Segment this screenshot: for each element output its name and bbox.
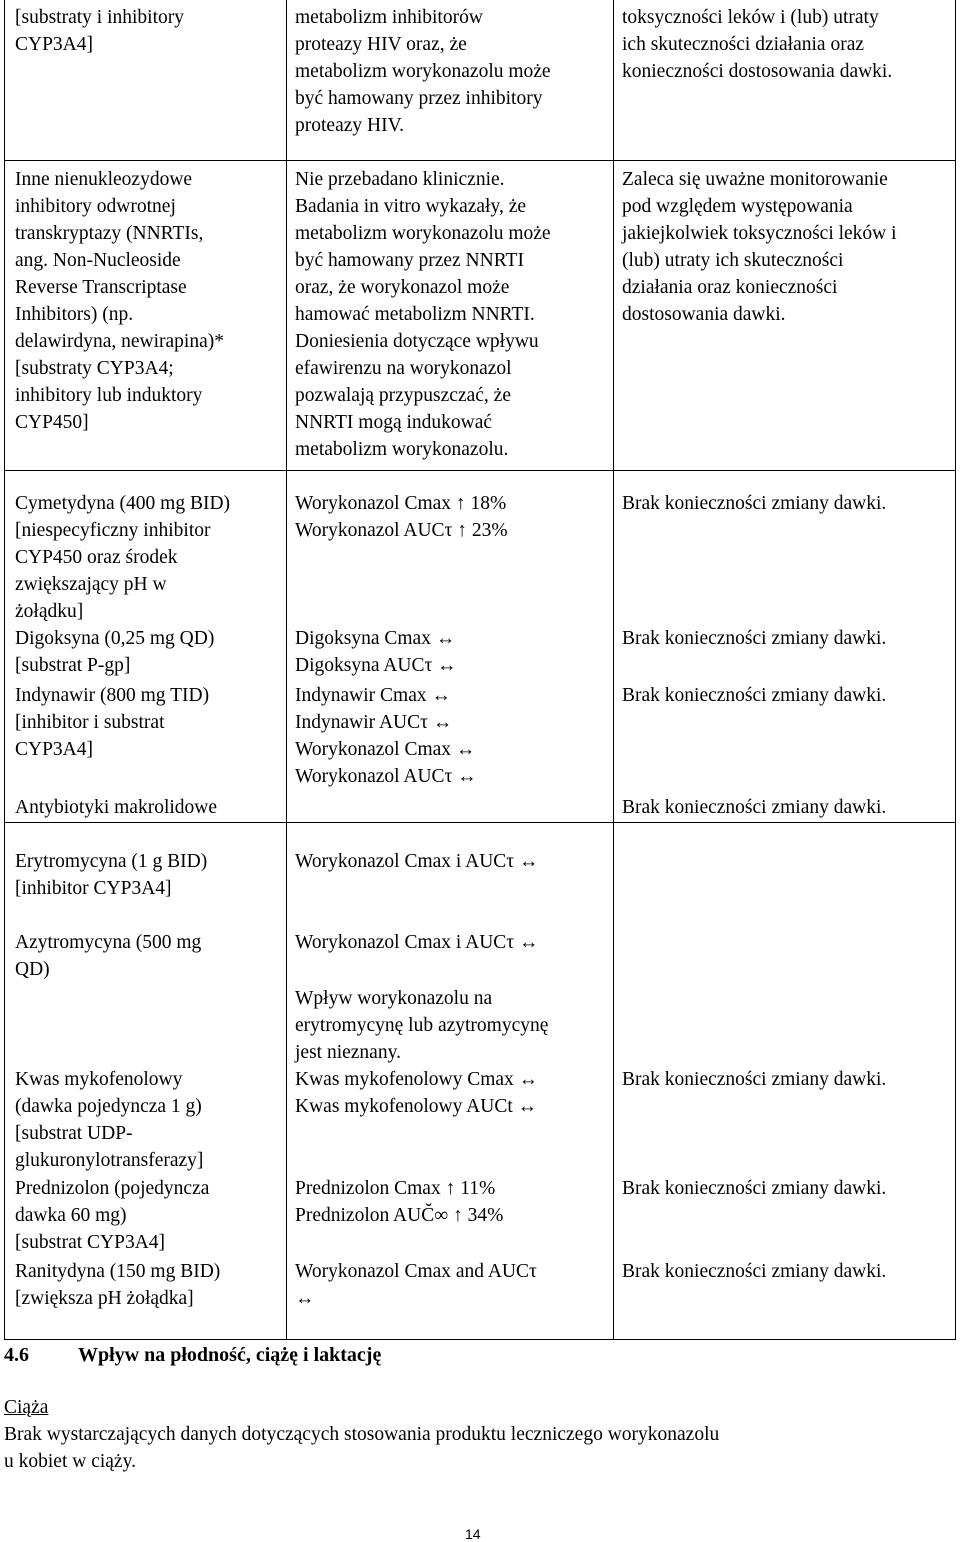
row-ranitidine-recommendation: Brak konieczności zmiany dawki. — [622, 1261, 887, 1282]
row-digoxin-drug: Digoksyna (0,25 mg QD) [substrat P-gp] — [15, 628, 215, 676]
table-row-divider — [4, 822, 956, 823]
row-mycophenolic-drug: Kwas mykofenolowy (dawka pojedyncza 1 g) [substrat UDP- glukuronylotransferazy] — [15, 1069, 204, 1171]
pregnancy-text: Brak wystarczających danych dotyczących stosowania produktu leczniczego worykonazolu u kobiet w ciąży. — [4, 1424, 720, 1472]
row-erythromycin-drug: Erytromycyna (1 g BID) [inhibitor CYP3A4] — [15, 851, 208, 899]
table-divider-2 — [613, 0, 614, 1340]
row-macrolides-recommendation: Brak konieczności zmiany dawki. — [622, 797, 887, 818]
table-divider-1 — [286, 0, 287, 1340]
row-cimetidine-recommendation: Brak konieczności zmiany dawki. — [622, 493, 887, 514]
row-prednisolone-effect: Prednizolon Cmax ↑ 11% Prednizolon AUC̆∞ ↑ 34% — [295, 1178, 504, 1226]
row-cimetidine-drug: Cymetydyna (400 mg BID) [niespecyficzny inhibitor CYP450 oraz środek zwiększający pH w żołądku] — [15, 493, 231, 622]
row-digoxin-recommendation: Brak konieczności zmiany dawki. — [622, 628, 887, 649]
row-protease-recommendation: toksyczności leków i (lub) utraty ich skuteczności działania oraz konieczności dostosowania dawki. — [622, 7, 893, 82]
row-protease-effect: metabolizm inhibitorów proteazy HIV oraz, że metabolizm worykonazolu może być hamowany przez inhibitory proteazy HIV. — [295, 7, 551, 136]
row-mycophenolic-recommendation: Brak konieczności zmiany dawki. — [622, 1069, 887, 1090]
table-border-left — [4, 0, 5, 1340]
row-indinavir-recommendation: Brak konieczności zmiany dawki. — [622, 685, 887, 706]
table-row-divider — [4, 470, 956, 471]
row-prednisolone-recommendation: Brak konieczności zmiany dawki. — [622, 1178, 887, 1199]
row-ranitidine-effect: Worykonazol Cmax and AUCτ ↔ — [295, 1261, 537, 1309]
row-prednisolone-drug: Prednizolon (pojedyncza dawka 60 mg) [substrat CYP3A4] — [15, 1178, 210, 1253]
section-number: 4.6 — [4, 1344, 29, 1366]
row-azithromycin-effect: Worykonazol Cmax i AUCτ ↔ — [295, 932, 539, 953]
row-mycophenolic-effect: Kwas mykofenolowy Cmax ↔ Kwas mykofenolowy AUCt ↔ — [295, 1069, 539, 1117]
row-ranitidine-drug: Ranitydyna (150 mg BID) [zwiększa pH żołądka] — [15, 1261, 221, 1309]
row-erythromycin-effect: Worykonazol Cmax i AUCτ ↔ — [295, 851, 539, 872]
row-indinavir-effect: Indynawir Cmax ↔ Indynawir AUCτ ↔ Worykonazol Cmax ↔ Worykonazol AUCτ ↔ — [295, 685, 477, 787]
row-protease-drug: [substraty i inhibitory CYP3A4] — [15, 7, 184, 55]
page-number: 14 — [465, 1526, 481, 1542]
row-macrolides-drug: Antybiotyki makrolidowe — [15, 797, 218, 818]
section-heading — [4, 1341, 381, 1369]
row-nnrti-recommendation: Zaleca się uważne monitorowanie pod względem występowania jakiejkolwiek toksyczności leków i (lub) utraty ich skuteczności działania oraz konieczności dostosowania dawki. — [622, 169, 897, 325]
row-indinavir-drug: Indynawir (800 mg TID) [inhibitor i substrat CYP3A4] — [15, 685, 210, 760]
row-digoxin-effect: Digoksyna Cmax ↔ Digoksyna AUCτ ↔ — [295, 628, 457, 676]
row-cimetidine-effect: Worykonazol Cmax ↑ 18% Worykonazol AUCτ ↑ 23% — [295, 493, 508, 541]
row-nnrti-effect: Nie przebadano klinicznie. Badania in vitro wykazały, że metabolizm worykonazolu może być hamowany przez NNRTI oraz, że worykonazol może hamować metabolizm NNRTI. Doniesienia dotyczące wpływu efawirenzu na worykonazol pozwalają przypuszczać, że NNRTI mogą indukować metabolizm worykonazolu. — [295, 169, 551, 460]
row-azithromycin-drug: Azytromycyna (500 mg QD) — [15, 932, 202, 980]
pregnancy-heading: Ciąża — [4, 1397, 49, 1418]
row-macrolides-note: Wpływ worykonazolu na erytromycynę lub azytromycynę jest nieznany. — [295, 988, 549, 1063]
row-nnrti-drug: Inne nienukleozydowe inhibitory odwrotnej transkryptazy (NNRTIs, ang. Non-Nucleoside Reverse Transcriptase Inhibitors) (np. delawirdyna, newirapina)* [substraty CYP3A4; inhibitory lub induktory CYP450] — [15, 169, 224, 433]
section-title: Wpływ na płodność, ciążę i laktację — [78, 1344, 382, 1366]
table-row-divider — [4, 160, 956, 161]
